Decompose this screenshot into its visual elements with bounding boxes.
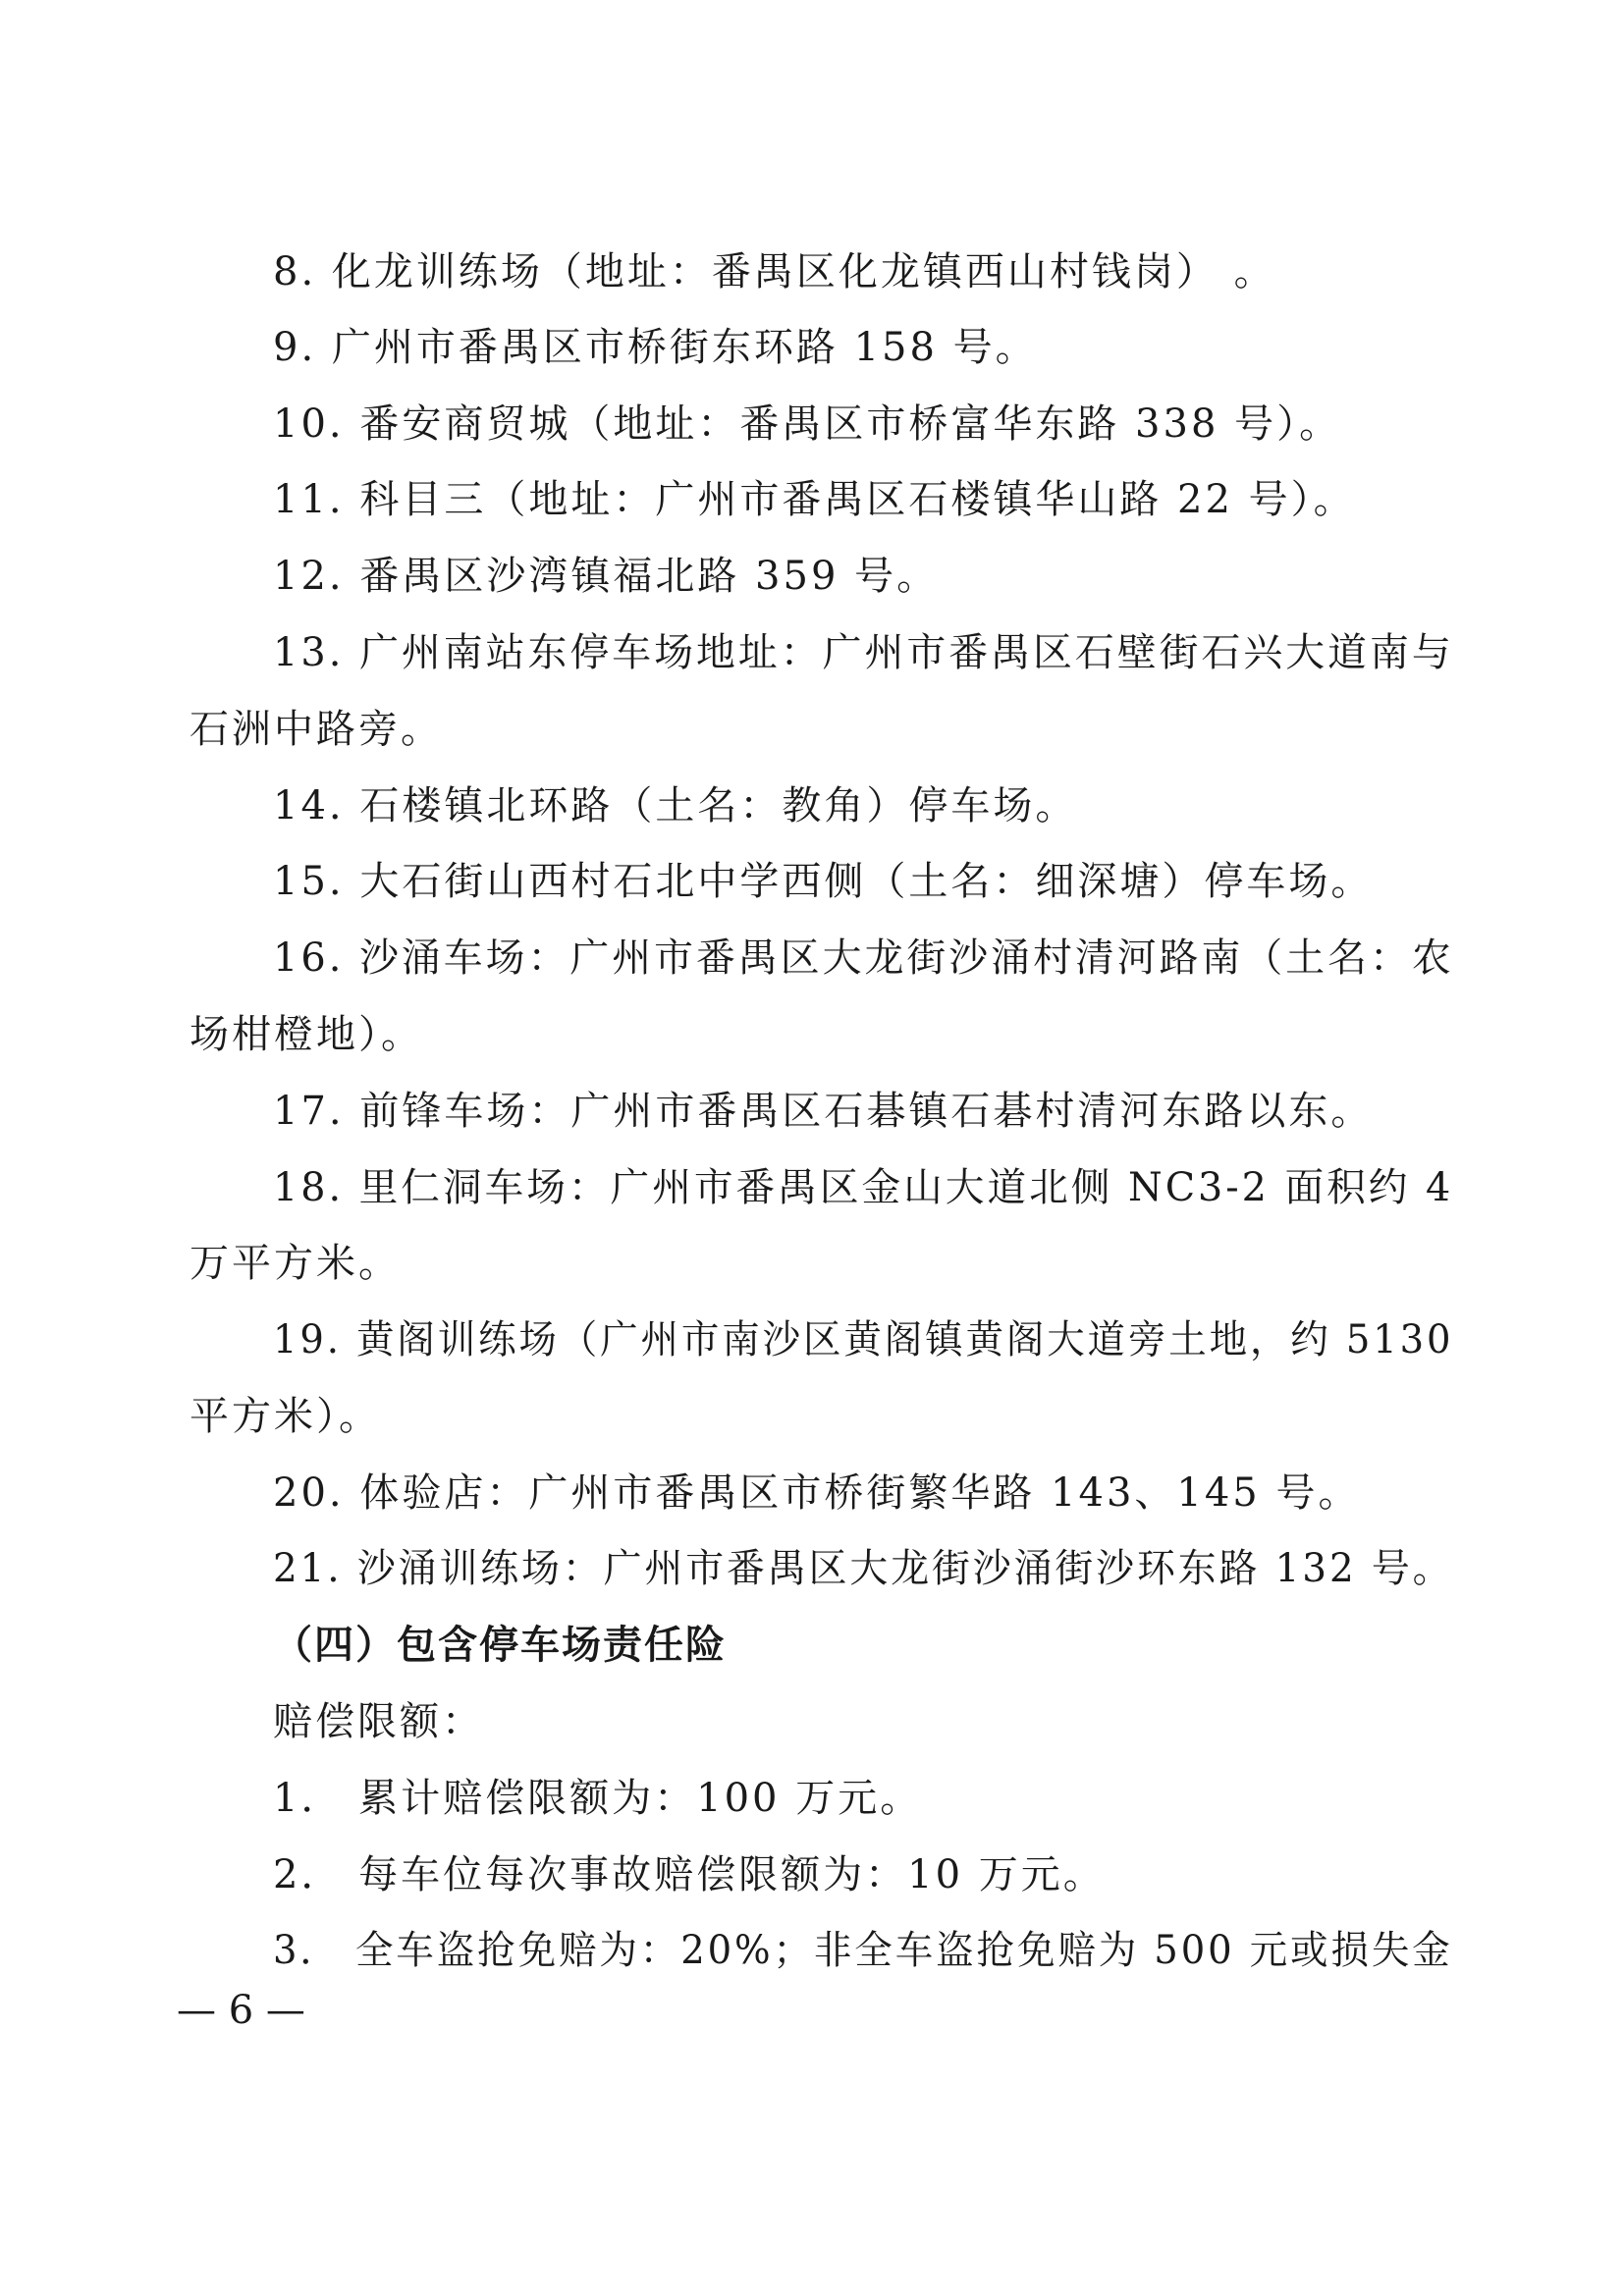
list-item: 20. 体验店：广州市番禺区市桥街繁华路 143、145 号。 — [273, 1470, 1361, 1516]
list-item-continuation: 石洲中路旁。 — [189, 707, 443, 752]
list-item-continuation: 场柑橙地）。 — [189, 1012, 423, 1057]
list-item: 15. 大石街山西村石北中学西侧（土名：细深塘）停车场。 — [273, 859, 1374, 904]
list-item: 21. 沙涌训练场：广州市番禺区大龙街沙涌街沙环东路 132 号。 — [273, 1546, 1454, 1591]
list-item: 18. 里仁洞车场：广州市番禺区金山大道北侧 NC3-2 面积约 4 — [273, 1165, 1454, 1210]
section-heading: （四）包含停车场责任险 — [273, 1623, 727, 1668]
list-item: 13. 广州南站东停车场地址：广州市番禺区石壁街石兴大道南与 — [273, 630, 1454, 675]
list-item: 3． 全车盗抢免赔为：20%；非全车盗抢免赔为 500 元或损失金 — [273, 1928, 1453, 1973]
list-item: 8. 化龙训练场（地址：番禺区化龙镇西山村钱岗） 。 — [273, 249, 1276, 294]
list-item: 12. 番禺区沙湾镇福北路 359 号。 — [273, 554, 940, 599]
list-item: 16. 沙涌车场：广州市番禺区大龙街沙涌村清河路南（土名：农 — [273, 935, 1454, 981]
list-item: 1． 累计赔偿限额为：100 万元。 — [273, 1776, 923, 1821]
list-item: 9. 广州市番禺区市桥街东环路 158 号。 — [273, 325, 1038, 370]
list-item-continuation: 万平方米。 — [189, 1241, 401, 1286]
list-item: 19. 黄阁训练场（广州市南沙区黄阁镇黄阁大道旁土地，约 5130 — [273, 1317, 1454, 1362]
list-item: 10. 番安商贸城（地址：番禺区市桥富华东路 338 号）。 — [273, 401, 1342, 447]
list-item: 2． 每车位每次事故赔偿限额为：10 万元。 — [273, 1852, 1106, 1897]
list-item: 17. 前锋车场：广州市番禺区石碁镇石碁村清河东路以东。 — [273, 1089, 1374, 1134]
paragraph: 赔偿限额： — [273, 1699, 484, 1744]
list-item: 14. 石楼镇北环路（土名：教角）停车场。 — [273, 783, 1078, 828]
list-item-continuation: 平方米）。 — [189, 1394, 381, 1439]
page-number: — 6 — — [177, 1988, 305, 2033]
list-item: 11. 科目三（地址：广州市番禺区石楼镇华山路 22 号）。 — [273, 477, 1356, 522]
